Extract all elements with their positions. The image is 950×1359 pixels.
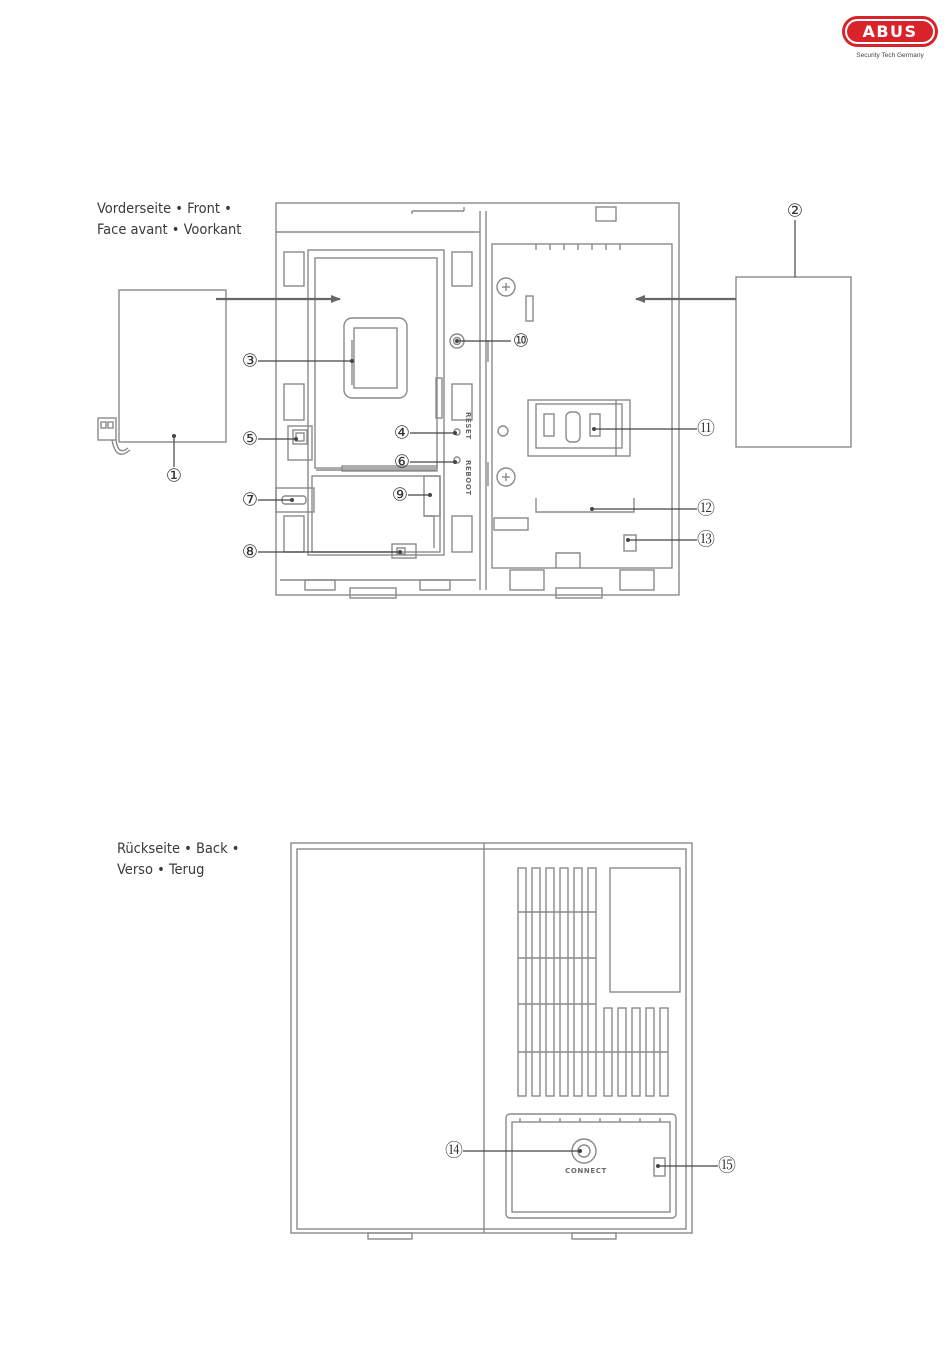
callout-8: ⑧ [241, 541, 259, 563]
battery-connector [98, 418, 116, 440]
callout-14: ⑭ [445, 1140, 463, 1162]
front-caption-line2: Face avant • Voorkant [97, 222, 242, 238]
tamper-switch [624, 535, 636, 551]
reset-label: RESET [464, 412, 472, 440]
logo-wordmark: ABUS [862, 22, 918, 41]
front-device-body [276, 203, 679, 595]
callout-4: ④ [393, 422, 411, 444]
sim-card [736, 277, 851, 447]
back-caption-line2: Verso • Terug [117, 862, 205, 878]
speaker-vents [518, 868, 668, 1096]
callout-10: ⑩ [512, 330, 530, 352]
back-caption-line1: Rückseite • Back • [117, 841, 240, 857]
label-area [610, 868, 680, 992]
connect-label: CONNECT [565, 1167, 607, 1175]
battery-pack [119, 290, 226, 442]
callout-7: ⑦ [241, 489, 259, 511]
callout-6: ⑥ [393, 451, 411, 473]
connect-cover [506, 1114, 676, 1218]
callout-13: ⑬ [697, 529, 715, 551]
callout-1: ① [165, 465, 183, 487]
callout-11: ⑪ [697, 418, 715, 440]
callout-3: ③ [241, 350, 259, 372]
callout-15: ⑮ [718, 1155, 736, 1177]
callout-9: ⑨ [391, 484, 409, 506]
callout-2: ② [786, 200, 804, 222]
callout-12: ⑫ [697, 498, 715, 520]
callout-5: ⑤ [241, 428, 259, 450]
sim-compartment [492, 244, 672, 568]
antenna-slot [536, 498, 634, 512]
back-view-diagram [291, 843, 692, 1239]
logo-tagline: Security Tech Germany [856, 52, 924, 59]
reboot-label: REBOOT [464, 460, 472, 496]
front-caption-line1: Vorderseite • Front • [97, 201, 232, 217]
